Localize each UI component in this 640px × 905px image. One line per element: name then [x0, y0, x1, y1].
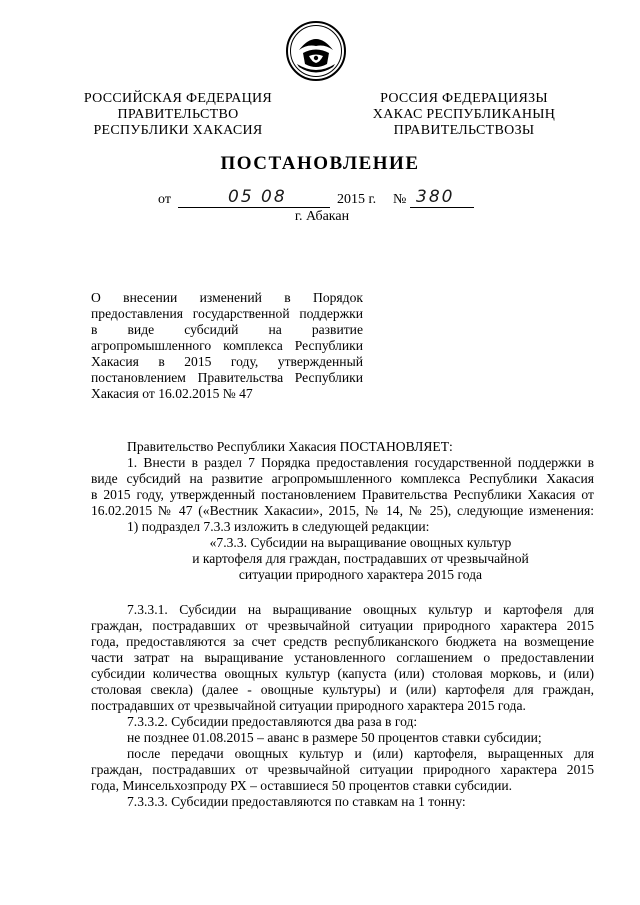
date-field [178, 187, 330, 208]
body-line: субсидии количества овощных культур (капуста (или) столовая морковь, и (или) [91, 666, 594, 681]
document-title: ПОСТАНОВЛЕНИЕ [220, 153, 420, 174]
header-right-line: ХАКАС РЕСПУБЛИКАНЫҢ [372, 107, 556, 122]
header-left-line: РЕСПУБЛИКИ ХАКАСИЯ [93, 123, 263, 138]
section-heading-line: и картофеля для граждан, пострадавших от чрезвычайной [192, 551, 529, 566]
body-line: столовая свекла) (далее - овощные культуры) и (или) картофеля для граждан, [91, 682, 594, 697]
body-line: граждан, пострадавших от чрезвычайной ситуации природного характера 2015 [91, 762, 594, 777]
header-right [360, 91, 568, 139]
number-sign: № [393, 192, 407, 207]
body-line: Правительство Республики Хакасия ПОСТАНОВЛЯЕТ: [127, 439, 453, 454]
body-line: не позднее 01.08.2015 – аванс в размере 50 процентов ставки субсидии; [127, 730, 542, 745]
subject-line: агропромышленного комплекса Республики [91, 338, 363, 353]
body-line: виде субсидий на развитие агропромышленного комплекса Республики Хакасия [91, 471, 594, 486]
subject-line: предоставления государственной поддержки [91, 306, 363, 321]
date-year: 2015 г. [337, 192, 377, 207]
body-line: 7.3.3.1. Субсидии на выращивание овощных культур и картофеля для [127, 602, 594, 617]
handwritten-number: 380 [416, 187, 455, 207]
subject-line: О внесении изменений в Порядок [91, 290, 363, 305]
city-name: г. Абакан [294, 209, 350, 224]
body-line: части затрат на выращивание установленного соглашением о предоставлении [91, 650, 594, 665]
subject-line: Хакасия от 16.02.2015 № 47 [91, 386, 253, 401]
handwritten-date: 05 08 [228, 187, 287, 207]
subject-block [91, 290, 363, 402]
coat-of-arms-emblem-icon [285, 20, 347, 82]
body-line: 1. Внести в раздел 7 Порядка предоставления государственной поддержки в [127, 455, 594, 470]
body-line: 7.3.3.3. Субсидии предоставляются по ставкам на 1 тонну: [127, 794, 466, 809]
body-line: 7.3.3.2. Субсидии предоставляются два раза в год: [127, 714, 418, 729]
body-line: после передачи овощных культур и (или) картофеля, выращенных для [127, 746, 594, 761]
number-field [410, 187, 474, 208]
body-line: года, предоставляются за счет средств республиканского бюджета на возмещение [91, 634, 594, 649]
body-line: в 2015 году, утвержденный постановлением Правительства Республики Хакасия от [91, 487, 594, 502]
header-left [78, 91, 278, 139]
header-right-line: РОССИЯ ФЕДЕРАЦИЯЗЫ [380, 91, 548, 106]
header-left-line: ПРАВИТЕЛЬСТВО [117, 107, 239, 122]
date-prefix: от [158, 192, 171, 207]
section-heading-line: «7.3.3. Субсидии на выращивание овощных культур [209, 535, 512, 550]
subject-line: в виде субсидий на развитие [91, 322, 363, 337]
header-left-line: РОССИЙСКАЯ ФЕДЕРАЦИЯ [83, 91, 273, 106]
subject-line: постановлением Правительства Республики [91, 370, 363, 385]
body-line: 1) подраздел 7.3.3 изложить в следующей редакции: [127, 519, 430, 534]
body-line: граждан, пострадавших от чрезвычайной ситуации природного характера 2015 [91, 618, 594, 633]
body-line: 16.02.2015 № 47 («Вестник Хакасии», 2015, № 14, № 25), следующие изменения: [91, 503, 594, 518]
header-right-line: ПРАВИТЕЛЬСТВОЗЫ [393, 123, 535, 138]
body-line: пострадавших от чрезвычайной ситуации природного характера 2015 года. [91, 698, 526, 713]
body-line: года, Минсельхозпроду РХ – оставшиеся 50 процентов ставки субсидии. [91, 778, 513, 793]
section-heading-line: ситуации природного характера 2015 года [238, 567, 483, 582]
subject-line: Хакасия в 2015 году, утвержденный [91, 354, 363, 369]
